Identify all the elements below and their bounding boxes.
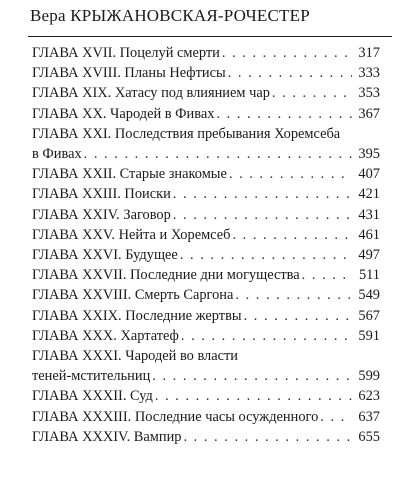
toc-entry-title: ГЛАВА XXV. Нейта и Хоремсеб	[32, 226, 231, 243]
toc-entry	[32, 225, 380, 245]
toc-entry	[32, 104, 380, 124]
toc-entry-title: теней-мстительниц	[32, 368, 151, 385]
toc-entry-page: 367	[358, 105, 380, 122]
author-last-name: КРЫЖАНОВСКАЯ-РОЧЕСТЕР	[70, 6, 310, 25]
toc-entry	[32, 326, 380, 346]
toc-entry-page: 637	[358, 408, 380, 425]
toc-entry-title: ГЛАВА XVIII. Планы Нефтисы	[32, 65, 226, 82]
toc-entry-page: 623	[358, 388, 380, 405]
toc-entry-page: 395	[358, 146, 380, 163]
toc-entry	[32, 124, 380, 164]
toc-entry	[32, 184, 380, 204]
toc-entry	[32, 265, 380, 285]
dot-leader	[228, 63, 352, 83]
toc-entry-title: ГЛАВА XXX. Хартатеф	[32, 327, 179, 344]
toc-entry-page: 333	[358, 65, 380, 82]
toc-entry-page: 599	[358, 368, 380, 385]
toc-entry-title: ГЛАВА XX. Чародей в Фивах	[32, 105, 215, 122]
toc-entry-page: 353	[358, 85, 380, 102]
toc-entry-title: ГЛАВА XXXII. Суд	[32, 388, 153, 405]
dot-leader	[173, 184, 352, 204]
toc-entry	[32, 43, 380, 63]
toc-entry-title: ГЛАВА XXIX. Последние жертвы	[32, 307, 242, 324]
toc-entry-title: ГЛАВА XXXIII. Последние часы осужденного	[32, 408, 319, 425]
dot-leader	[244, 306, 352, 326]
toc-entry-page: 407	[358, 166, 380, 183]
toc-entry-title: ГЛАВА XXVII. Последние дни могущества	[32, 267, 300, 284]
toc-entry	[32, 245, 380, 265]
toc-entry-title: ГЛАВА XXVIII. Смерть Саргона	[32, 287, 234, 304]
dot-leader	[216, 104, 352, 124]
dot-leader	[320, 407, 352, 427]
toc-entry-page: 655	[358, 428, 380, 445]
toc-entry-title: ГЛАВА XXIII. Поиски	[32, 186, 171, 203]
toc-entry	[32, 386, 380, 406]
dot-leader	[173, 205, 352, 225]
toc-entry	[32, 346, 380, 386]
toc-entry	[32, 83, 380, 103]
toc-entry-page: 317	[358, 45, 380, 61]
author-first-name: Вера	[30, 6, 66, 25]
running-head	[30, 6, 310, 26]
table-of-contents	[32, 43, 380, 447]
toc-entry-title-line1: ГЛАВА XXI. Последствия пребывания Хоремсеба	[32, 125, 341, 142]
toc-entry	[32, 63, 380, 83]
toc-entry-page: 461	[358, 226, 380, 243]
dot-leader	[222, 43, 352, 63]
toc-entry-page: 567	[358, 307, 380, 324]
dot-leader	[235, 285, 352, 305]
toc-entry-page: 511	[358, 267, 380, 284]
toc-entry-page: 591	[358, 327, 380, 344]
dot-leader	[84, 144, 352, 164]
toc-entry-title-line1: ГЛАВА XXXI. Чародей во власти	[32, 348, 238, 365]
header-rule	[28, 36, 392, 37]
toc-entry-page: 549	[358, 287, 380, 304]
toc-entry-title: ГЛАВА XXVI. Будущее	[32, 247, 178, 264]
dot-leader	[180, 245, 352, 265]
toc-entry-title: ГЛАВА XXXIV. Вампир	[32, 428, 182, 445]
toc-entry-page: 421	[358, 186, 380, 203]
toc-entry-title: в Фивах	[32, 146, 82, 163]
toc-entry-title: ГЛАВА XXII. Старые знакомые	[32, 166, 227, 183]
toc-entry	[32, 306, 380, 326]
dot-leader	[183, 427, 352, 447]
toc-entry-page: 431	[358, 206, 380, 223]
dot-leader	[181, 326, 352, 346]
dot-leader	[272, 83, 352, 103]
toc-entry	[32, 285, 380, 305]
dot-leader	[152, 366, 352, 386]
toc-entry-title: ГЛАВА XXIV. Заговор	[32, 206, 171, 223]
toc-entry	[32, 427, 380, 447]
dot-leader	[302, 265, 352, 285]
dot-leader	[155, 386, 352, 406]
toc-entry-page: 497	[358, 247, 380, 264]
toc-entry	[32, 164, 380, 184]
toc-entry	[32, 205, 380, 225]
toc-entry-title: ГЛАВА XVII. Поцелуй смерти	[32, 45, 220, 61]
dot-leader	[229, 164, 352, 184]
toc-entry-title: ГЛАВА XIX. Хатасу под влиянием чар	[32, 85, 270, 102]
dot-leader	[232, 225, 352, 245]
toc-entry	[32, 407, 380, 427]
